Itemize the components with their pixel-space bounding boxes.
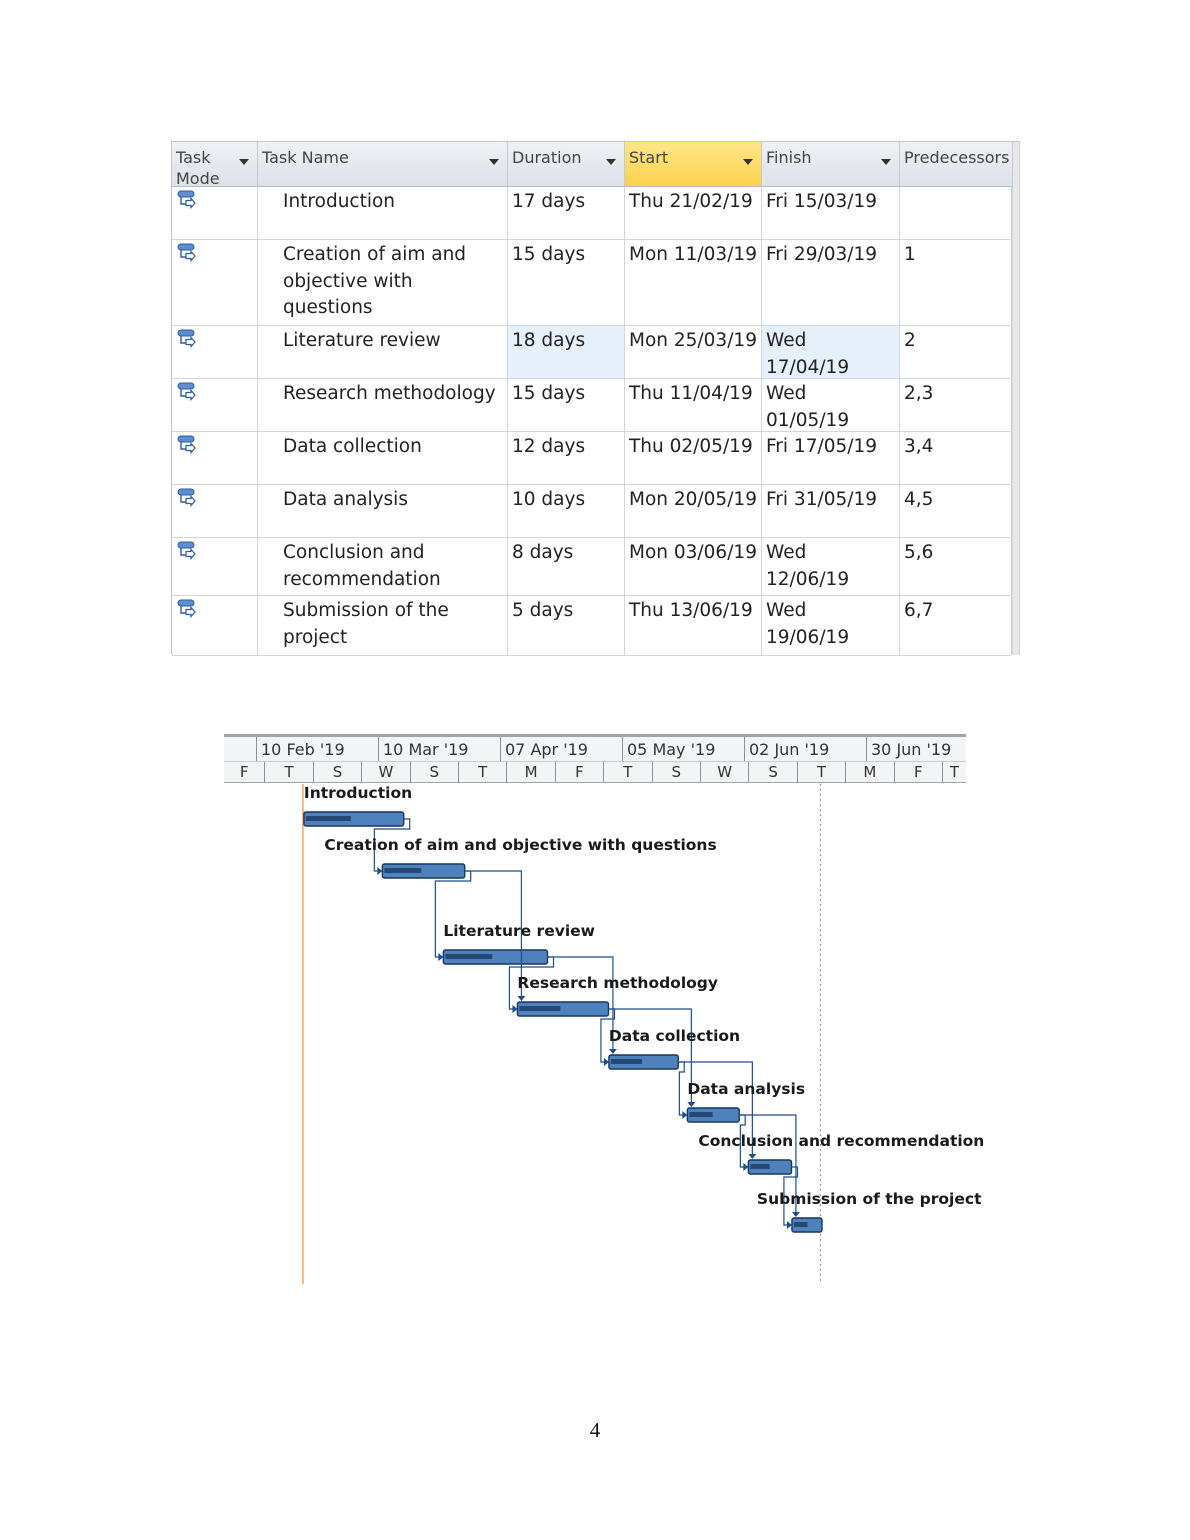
dependency-arrow-icon: [377, 867, 382, 875]
auto-scheduled-task-icon: [177, 382, 199, 402]
timescale-major-label: 02 Jun '19: [744, 737, 866, 761]
duration-value: 12 days: [512, 436, 586, 457]
task-name-line: recommendation: [283, 568, 441, 590]
auto-scheduled-task-icon: [177, 435, 199, 455]
task-name-line: Literature review: [283, 330, 441, 351]
auto-scheduled-task-icon: [177, 329, 199, 349]
cell-duration[interactable]: [508, 485, 625, 537]
cell-task-mode[interactable]: [172, 432, 258, 484]
predecessors-value: 5,6: [904, 542, 934, 563]
cell-task-mode[interactable]: [172, 538, 258, 595]
col-header-task-mode-label: Task Mode: [176, 148, 220, 188]
cell-task-name[interactable]: [258, 326, 508, 378]
task-progress-bar: [750, 1164, 769, 1169]
dependency-arrow-icon: [609, 1049, 617, 1054]
auto-scheduled-task-icon: [177, 541, 199, 561]
cell-start[interactable]: [625, 379, 762, 431]
dependency-arrow-icon: [512, 1005, 517, 1013]
cell-predecessors[interactable]: [900, 432, 1013, 484]
finish-value: Wed 19/06/19: [766, 600, 850, 648]
task-name-line: Research methodology: [283, 383, 496, 404]
gantt-task-label: Research methodology: [517, 974, 718, 992]
timescale-major-label: 07 Apr '19: [500, 737, 622, 761]
dependency-arrow-icon: [517, 996, 525, 1001]
cell-task-name[interactable]: [258, 187, 508, 239]
page-number: 4: [589, 1418, 601, 1442]
gantt-task-label: Introduction: [303, 784, 413, 802]
start-value: Thu 11/04/19: [629, 383, 753, 404]
start-value: Mon 25/03/19: [629, 330, 757, 351]
col-header-duration[interactable]: [508, 142, 625, 187]
cell-task-mode[interactable]: [172, 485, 258, 537]
duration-value: 17 days: [512, 191, 586, 212]
col-header-start-label: Start: [629, 148, 669, 167]
cell-finish[interactable]: [762, 240, 900, 325]
timescale-minor-label: W: [361, 762, 409, 782]
col-header-start[interactable]: [625, 142, 762, 187]
task-name-line: project: [283, 626, 348, 648]
dependency-arrow-icon: [682, 1111, 687, 1119]
predecessors-value: 4,5: [904, 489, 934, 510]
timescale-major-label: 10 Feb '19: [256, 737, 378, 761]
predecessors-value: 6,7: [904, 600, 934, 621]
task-progress-bar: [445, 954, 492, 959]
cell-task-name[interactable]: [258, 379, 508, 431]
finish-value: Wed 01/05/19: [766, 383, 850, 431]
table-row[interactable]: [172, 596, 1011, 656]
dropdown-arrow-icon[interactable]: [606, 159, 616, 165]
task-progress-bar: [384, 868, 421, 873]
col-header-task-mode[interactable]: [172, 142, 258, 187]
predecessors-value: 2: [904, 330, 916, 351]
timescale-minor-label: S: [313, 762, 361, 782]
task-name-line: Introduction: [283, 191, 396, 212]
timescale-minor-label: S: [652, 762, 700, 782]
start-value: Thu 02/05/19: [629, 436, 753, 457]
table-row[interactable]: [172, 326, 1011, 379]
predecessors-value: 2,3: [904, 383, 934, 404]
predecessors-value: 1: [904, 244, 916, 265]
timescale-minor-label: T: [458, 762, 506, 782]
cell-start[interactable]: [625, 240, 762, 325]
task-table: [171, 141, 1020, 655]
table-row[interactable]: [172, 432, 1011, 485]
dependency-arrow-icon: [604, 1058, 609, 1066]
cell-finish[interactable]: [762, 379, 900, 431]
table-row[interactable]: [172, 187, 1011, 240]
dependency-arrow-icon: [687, 1102, 695, 1107]
dropdown-arrow-icon[interactable]: [239, 159, 249, 165]
dependency-arrow-icon: [787, 1221, 792, 1229]
col-header-task-name[interactable]: [258, 142, 508, 187]
table-row[interactable]: [172, 240, 1011, 326]
duration-value: 5 days: [512, 600, 574, 621]
cell-finish[interactable]: [762, 326, 900, 378]
task-progress-bar: [519, 1006, 560, 1011]
timescale-minor-label: M: [845, 762, 893, 782]
duration-value: 18 days: [512, 330, 586, 351]
task-name-line: Creation of aim and: [283, 244, 467, 265]
task-name-line: Submission of the: [283, 600, 449, 621]
cell-finish[interactable]: [762, 187, 900, 239]
duration-value: 15 days: [512, 244, 586, 265]
cell-duration[interactable]: [508, 379, 625, 431]
timescale-minor-label: S: [748, 762, 796, 782]
cell-duration[interactable]: [508, 596, 625, 655]
cell-task-name[interactable]: [258, 485, 508, 537]
table-row[interactable]: [172, 538, 1011, 596]
duration-value: 10 days: [512, 489, 586, 510]
cell-predecessors[interactable]: [900, 187, 1013, 239]
cell-predecessors[interactable]: [900, 538, 1013, 595]
duration-value: 15 days: [512, 383, 586, 404]
cell-task-mode[interactable]: [172, 240, 258, 325]
cell-task-name[interactable]: [258, 538, 508, 595]
col-header-predecessors-label: Predecessors: [904, 148, 1010, 167]
dropdown-arrow-icon[interactable]: [743, 159, 753, 165]
cell-finish[interactable]: [762, 596, 900, 655]
timescale-minor-label: F: [555, 762, 603, 782]
task-name-line: Conclusion and: [283, 542, 425, 563]
cell-duration[interactable]: [508, 538, 625, 595]
start-value: Thu 13/06/19: [629, 600, 753, 621]
cell-duration[interactable]: [508, 432, 625, 484]
cell-finish[interactable]: [762, 432, 900, 484]
task-name-line: questions: [283, 297, 373, 318]
start-value: Mon 11/03/19: [629, 244, 757, 265]
task-progress-bar: [689, 1112, 712, 1117]
task-name-line: objective with: [283, 270, 413, 292]
cell-duration[interactable]: [508, 326, 625, 378]
dropdown-arrow-icon[interactable]: [489, 159, 499, 165]
dependency-link: [435, 871, 470, 957]
start-value: Mon 20/05/19: [629, 489, 757, 510]
cell-predecessors[interactable]: [900, 485, 1013, 537]
dependency-arrow-icon: [438, 953, 443, 961]
finish-value: Fri 31/05/19: [766, 489, 878, 510]
task-progress-bar: [794, 1222, 808, 1227]
task-progress-bar: [306, 816, 351, 821]
timescale-minor-label: T: [942, 762, 966, 782]
col-header-task-name-label: Task Name: [262, 148, 349, 167]
duration-value: 8 days: [512, 542, 574, 563]
table-row[interactable]: [172, 379, 1011, 432]
task-progress-bar: [611, 1059, 642, 1064]
auto-scheduled-task-icon: [177, 190, 199, 210]
finish-value: Wed 12/06/19: [766, 542, 850, 590]
col-header-finish-label: Finish: [766, 148, 812, 167]
finish-value: Fri 15/03/19: [766, 191, 878, 212]
dependency-arrow-icon: [743, 1163, 748, 1171]
timescale-major-label: 10 Mar '19: [378, 737, 500, 761]
timescale-minor-label: M: [506, 762, 554, 782]
dependency-arrow-icon: [748, 1154, 756, 1159]
timescale-minor-label: S: [410, 762, 458, 782]
cell-finish[interactable]: [762, 538, 900, 595]
cell-task-name[interactable]: [258, 432, 508, 484]
cell-start[interactable]: [625, 596, 762, 655]
cell-predecessors[interactable]: [900, 240, 1013, 325]
finish-value: Fri 29/03/19: [766, 244, 878, 265]
cell-start[interactable]: [625, 187, 762, 239]
cell-task-mode[interactable]: [172, 379, 258, 431]
cell-task-mode[interactable]: [172, 326, 258, 378]
col-header-duration-label: Duration: [512, 148, 582, 167]
gantt-task-label: Creation of aim and objective with questions: [324, 836, 717, 854]
timescale-minor-label: F: [239, 763, 249, 781]
cell-start[interactable]: [625, 485, 762, 537]
cell-duration[interactable]: [508, 240, 625, 325]
dependency-arrow-icon: [792, 1212, 800, 1217]
timescale-minor-label: T: [797, 762, 845, 782]
col-header-finish[interactable]: [762, 142, 900, 187]
finish-value: Wed 17/04/19: [766, 330, 850, 378]
gantt-chart: [224, 734, 985, 1286]
timescale-major-label: 05 May '19: [622, 737, 744, 761]
start-value: Thu 21/02/19: [629, 191, 753, 212]
cell-start[interactable]: [625, 326, 762, 378]
cell-task-name[interactable]: [258, 596, 508, 655]
cell-predecessors[interactable]: [900, 596, 1013, 655]
dependency-link: [678, 1062, 684, 1115]
auto-scheduled-task-icon: [177, 599, 199, 619]
cell-predecessors[interactable]: [900, 379, 1013, 431]
dropdown-arrow-icon[interactable]: [881, 159, 891, 165]
timescale-minor-label: W: [700, 762, 748, 782]
gantt-task-label: Submission of the project: [756, 1190, 982, 1208]
cell-finish[interactable]: [762, 485, 900, 537]
cell-predecessors[interactable]: [900, 326, 1013, 378]
timescale-minor-label: F: [894, 762, 942, 782]
table-row[interactable]: [172, 485, 1011, 538]
cell-task-mode[interactable]: [172, 596, 258, 655]
timescale-minor-label: T: [264, 762, 312, 782]
auto-scheduled-task-icon: [177, 488, 199, 508]
gantt-task-label: Data collection: [608, 1027, 741, 1045]
predecessors-value: 3,4: [904, 436, 934, 457]
task-name-line: Data analysis: [283, 489, 408, 510]
finish-value: Fri 17/05/19: [766, 436, 878, 457]
timescale-major-label: 30 Jun '19: [866, 737, 966, 761]
cell-start[interactable]: [625, 538, 762, 595]
cell-start[interactable]: [625, 432, 762, 484]
gantt-task-label: Literature review: [443, 922, 595, 940]
cell-task-name[interactable]: [258, 240, 508, 325]
gantt-task-label: Data analysis: [687, 1080, 806, 1098]
start-value: Mon 03/06/19: [629, 542, 757, 563]
cell-duration[interactable]: [508, 187, 625, 239]
cell-task-mode[interactable]: [172, 187, 258, 239]
task-name-line: Data collection: [283, 436, 422, 457]
timescale-minor-label: T: [603, 762, 651, 782]
gantt-task-label: Conclusion and recommendation: [698, 1132, 985, 1150]
auto-scheduled-task-icon: [177, 243, 199, 263]
col-header-predecessors[interactable]: [900, 142, 1013, 187]
